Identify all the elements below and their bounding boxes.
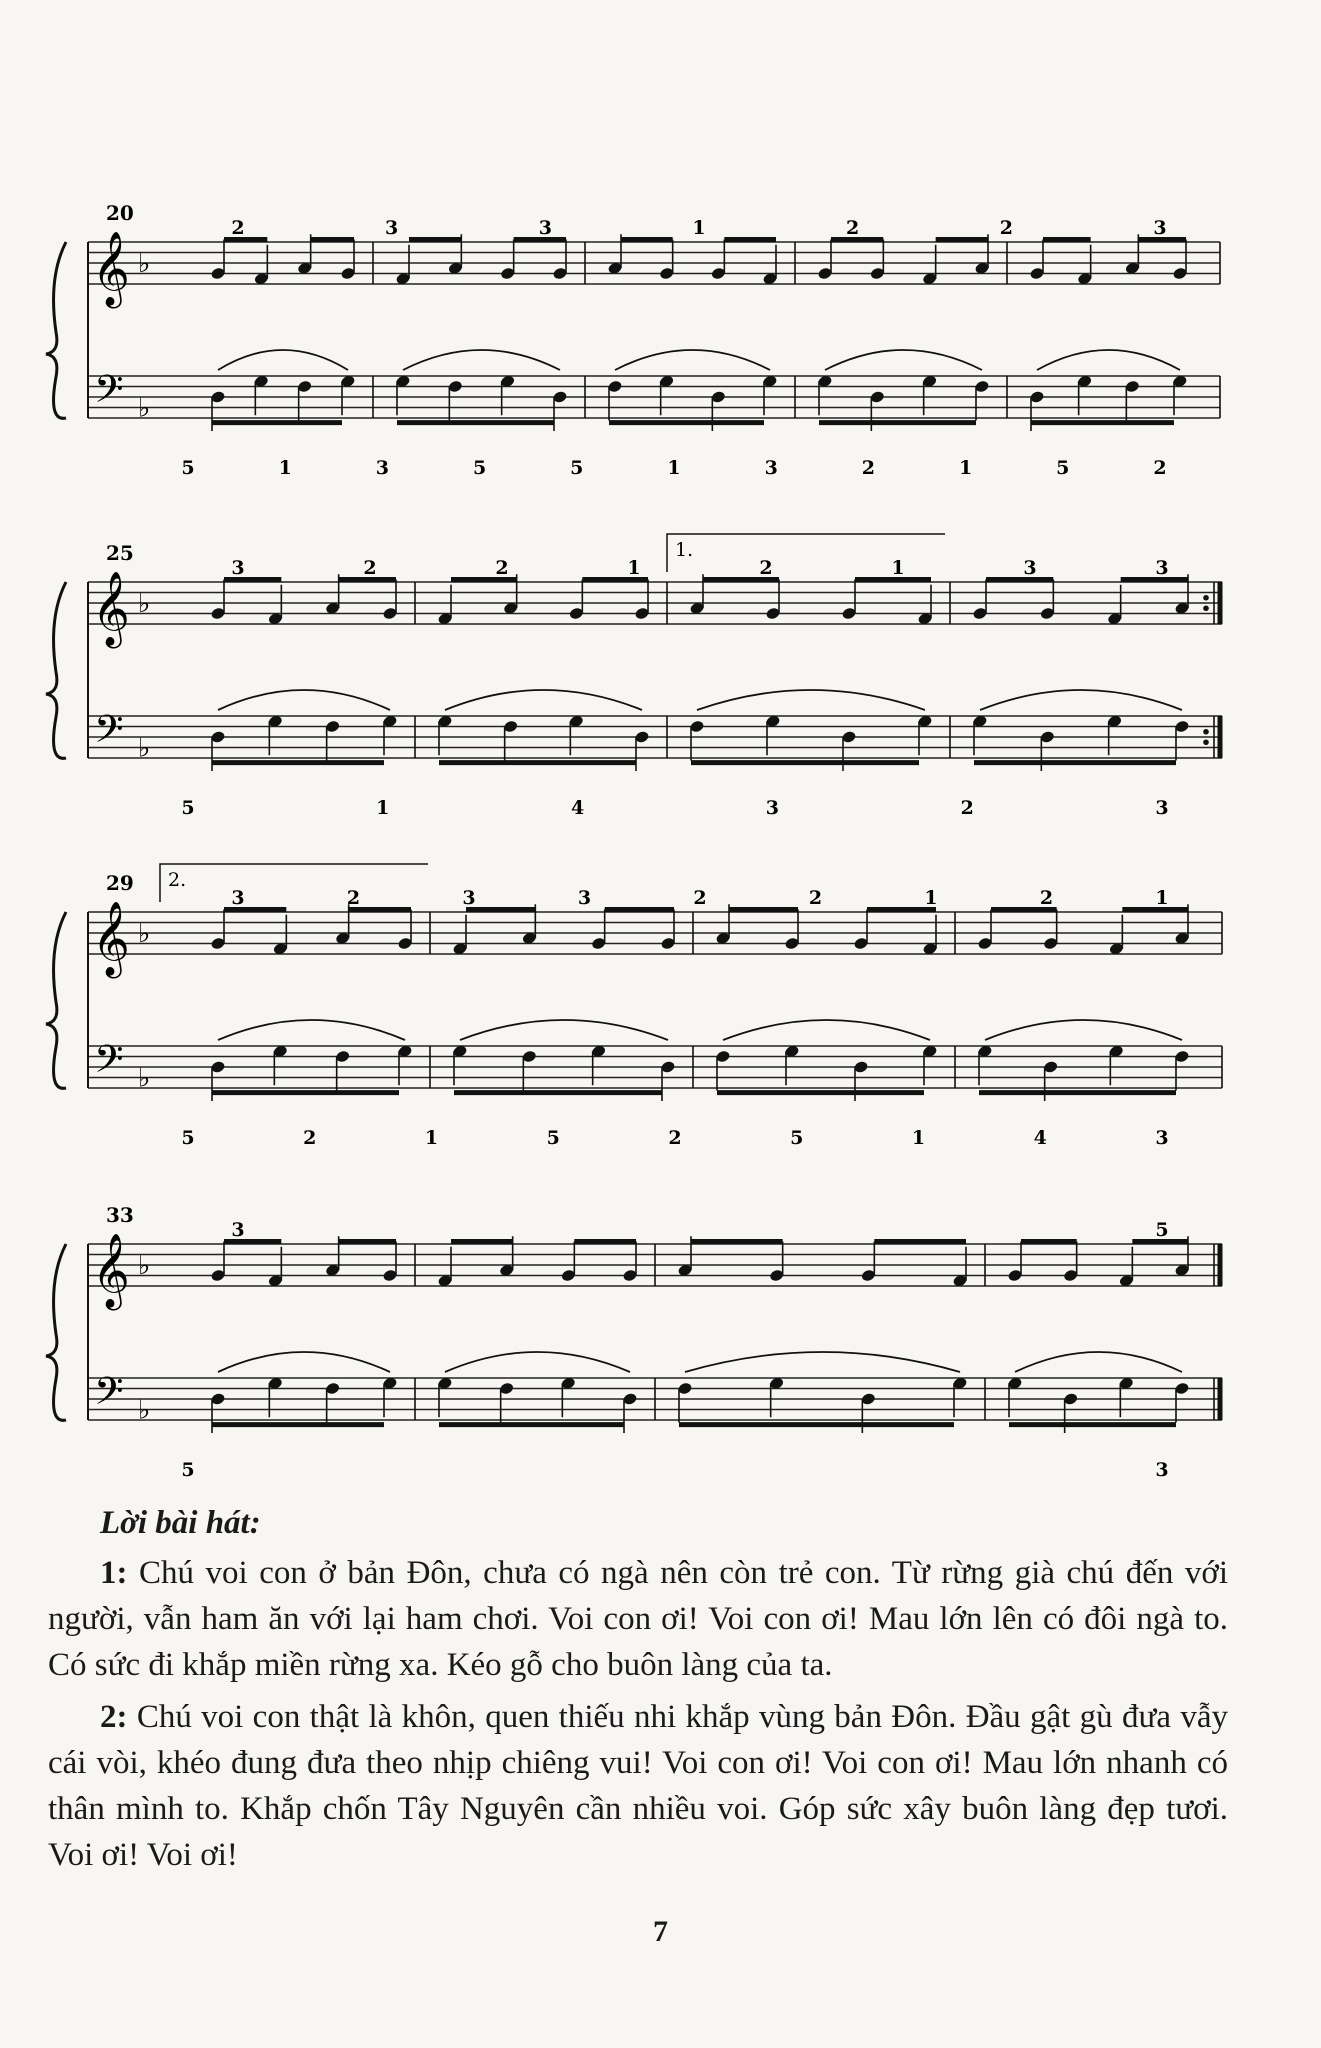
fingering-number: 3	[1153, 217, 1167, 239]
lyrics-verse-1	[48, 1550, 1228, 1688]
fingering-number: 2	[495, 557, 509, 579]
fingering-number: 1	[667, 457, 681, 479]
fingering-number: 2	[861, 457, 876, 479]
fingering-number: 1	[924, 887, 938, 909]
bass-clef-icon: 𝄢	[94, 366, 124, 421]
repeat-dot	[1203, 595, 1209, 601]
fingering-number: 3	[231, 1219, 245, 1241]
repeat-dot	[1203, 729, 1209, 735]
fingering-number: 5	[472, 457, 487, 479]
fingering-number: 2	[808, 887, 823, 909]
page-number: 7	[653, 1915, 668, 1948]
flat-icon: ♭	[138, 1063, 151, 1094]
fingering-number: 2	[668, 1127, 682, 1149]
fingering-number: 5	[181, 797, 195, 819]
volta-label: 2.	[168, 869, 187, 891]
slur	[1015, 1352, 1182, 1372]
repeat-dot	[1203, 605, 1209, 611]
fingering-number: 2	[363, 557, 377, 579]
fingering-number: 2	[1039, 887, 1054, 909]
flat-icon: ♭	[138, 733, 151, 764]
repeat-dot	[1203, 739, 1209, 745]
fingering-number: 5	[181, 457, 195, 479]
system-brace	[46, 912, 66, 1088]
fingering-number: 1	[1155, 887, 1169, 909]
slur	[218, 690, 390, 710]
fingering-number: 3	[385, 217, 399, 239]
slur	[403, 350, 560, 370]
fingering-number: 3	[577, 887, 592, 909]
fingering-number: 2	[999, 217, 1013, 239]
system-brace	[46, 242, 66, 418]
flat-icon: ♭	[138, 249, 151, 279]
flat-icon: ♭	[138, 1251, 151, 1281]
volta-label: 1.	[675, 539, 694, 561]
slur	[445, 690, 642, 710]
fingering-number: 1	[958, 457, 973, 479]
fingering-number: 4	[1033, 1127, 1047, 1149]
system-brace	[46, 582, 66, 758]
verse-number: 1:	[100, 1555, 128, 1591]
music-system	[46, 1203, 1222, 1480]
fingering-number: 3	[764, 457, 778, 479]
slur	[685, 1352, 960, 1372]
slur	[460, 1020, 668, 1040]
fingering-number: 3	[1155, 557, 1169, 579]
fingering-number: 1	[692, 217, 706, 239]
verse-text: Chú voi con thật là khôn, quen thiếu nhi khắp vùng bản Đôn. Đầu gật gù đưa vẫy cái vòi, khéo đung đưa theo nhịp chiêng vui! Voi con ơi! Voi con ơi! Mau lớn nhanh có thân mình to. Khắp chốn Tây Nguyên cần nhiều voi. Góp sức xây buôn làng đẹp tươi. Voi ơi! Voi ơi!	[48, 1699, 1228, 1873]
measure-number: 33	[106, 1203, 134, 1227]
fingering-number: 4	[570, 797, 585, 819]
fingering-number: 3	[1155, 1459, 1169, 1480]
slur	[697, 690, 925, 710]
slur	[218, 1352, 390, 1372]
fingering-number: 5	[1056, 457, 1070, 479]
fingering-number: 5	[181, 1459, 195, 1480]
fingering-number: 3	[1155, 1127, 1169, 1149]
bass-clef-icon: 𝄢	[94, 1368, 124, 1423]
fingering-number: 5	[570, 457, 584, 479]
slur	[1037, 350, 1180, 370]
lyrics-section	[48, 1500, 1228, 1884]
fingering-number: 2	[303, 1127, 317, 1149]
fingering-number: 3	[1155, 797, 1169, 819]
flat-icon: ♭	[138, 393, 151, 424]
fingering-number: 3	[231, 887, 245, 909]
slur	[615, 350, 770, 370]
measure-number: 20	[106, 201, 134, 225]
fingering-number: 1	[424, 1127, 439, 1149]
bass-clef-icon: 𝄢	[94, 706, 124, 761]
slur	[980, 690, 1182, 710]
system-brace	[46, 1244, 66, 1420]
lyrics-verse-2	[48, 1694, 1228, 1878]
slur	[825, 350, 982, 370]
fingering-number: 2	[693, 887, 707, 909]
treble-clef-icon: 𝄞	[92, 572, 130, 646]
fingering-number: 5	[1155, 1219, 1169, 1241]
fingering-number: 2	[1153, 457, 1167, 479]
fingering-number: 1	[911, 1127, 926, 1149]
fingering-number: 2	[846, 217, 860, 239]
music-system	[46, 201, 1220, 479]
fingering-number: 2	[346, 887, 361, 909]
flat-icon: ♭	[138, 589, 151, 619]
measure-number: 29	[106, 871, 134, 895]
verse-text: Chú voi con ở bản Đôn, chưa có ngà nên còn trẻ con. Từ rừng già chú đến với người, vẫn ham ăn với lại ham chơi. Voi con ơi! Voi con ơi! Mau lớn lên có đôi ngà to. Có sức đi khắp miền rừng xa. Kéo gỗ cho buôn làng của ta.	[48, 1555, 1228, 1683]
lyrics-heading: Lời bài hát:	[100, 1505, 261, 1541]
fingering-number: 1	[891, 557, 905, 579]
fingering-number: 1	[278, 457, 292, 479]
treble-clef-icon: 𝄞	[92, 1234, 130, 1308]
slur	[985, 1020, 1182, 1040]
fingering-number: 2	[960, 797, 974, 819]
treble-clef-icon: 𝄞	[92, 902, 130, 976]
slur	[218, 1020, 405, 1040]
slur	[445, 1352, 630, 1372]
fingering-number: 1	[376, 797, 390, 819]
flat-icon: ♭	[138, 1395, 151, 1426]
fingering-number: 3	[538, 217, 552, 239]
fingering-number: 2	[759, 557, 773, 579]
fingering-number: 5	[546, 1127, 560, 1149]
slur	[218, 350, 348, 370]
music-system	[46, 534, 1222, 819]
fingering-number: 3	[1023, 557, 1037, 579]
bass-clef-icon: 𝄢	[94, 1036, 124, 1091]
music-system	[46, 864, 1222, 1149]
volta-bracket	[160, 864, 428, 902]
fingering-number: 3	[462, 887, 476, 909]
slur	[723, 1020, 930, 1040]
fingering-number: 3	[231, 557, 245, 579]
verse-number: 2:	[100, 1699, 128, 1735]
fingering-number: 3	[375, 457, 390, 479]
fingering-number: 1	[627, 557, 641, 579]
fingering-number: 3	[765, 797, 780, 819]
flat-icon: ♭	[138, 919, 151, 949]
fingering-number: 5	[181, 1127, 195, 1149]
fingering-number: 5	[790, 1127, 804, 1149]
measure-number: 25	[106, 541, 134, 565]
fingering-number: 2	[231, 217, 245, 239]
treble-clef-icon: 𝄞	[92, 232, 130, 306]
